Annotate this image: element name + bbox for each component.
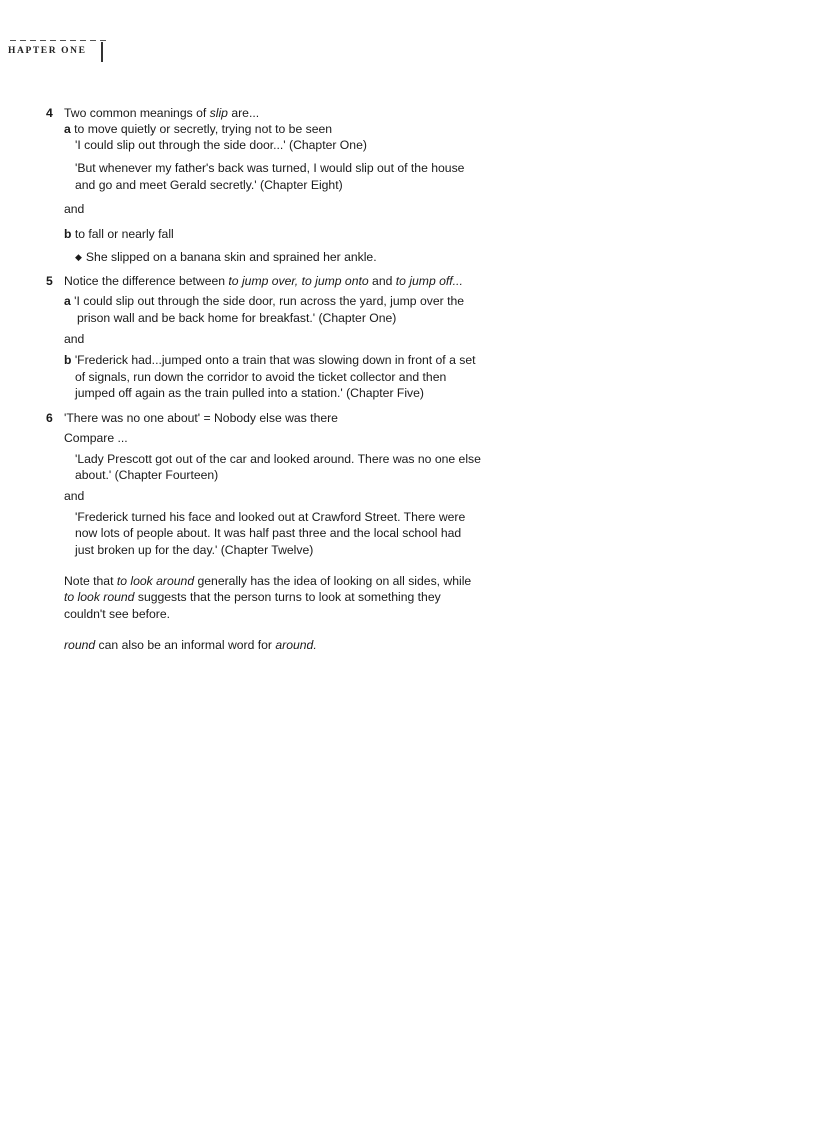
item-5-b-line-3: jumped off again as the train pulled into a station.' (Chapter Five) [75,386,424,400]
item-5-b-line-1: b 'Frederick had...jumped onto a train that was slowing down in front of a set [64,353,476,367]
item-number-6: 6 [46,411,53,425]
item-6-quote-1-line-2: about.' (Chapter Fourteen) [75,468,219,482]
item-5-a-line-1: a 'I could slip out through the side door, run across the yard, jump over the [64,294,465,308]
item-5-a-line-2: prison wall and be back home for breakfast.' (Chapter One) [77,311,397,325]
item-number-4: 4 [46,106,53,120]
header-bar [101,42,103,62]
item-4-meaning-a: a to move quietly or secretly, trying not to be seen [64,122,333,136]
item-4-meaning-b: b to fall or nearly fall [64,227,174,241]
item-4-quote-2-line-2: and go and meet Gerald secretly.' (Chapter Eight) [75,178,343,192]
item-6-compare: Compare ... [64,431,128,445]
item-6-quote-1-line-1: 'Lady Prescott got out of the car and looked around. There was no one else [75,452,481,466]
header-rule [10,40,108,41]
item-5-and: and [64,332,85,346]
item-6-quote-2-line-3: just broken up for the day.' (Chapter Twelve) [75,543,314,557]
item-6-quote-2-line-2: now lots of people about. It was half past three and the local school had [75,526,462,540]
item-5-intro: Notice the difference between to jump over, to jump onto and to jump off... [64,274,463,288]
diamond-bullet-icon: ◆ [75,252,82,262]
item-6-intro: 'There was no one about' = Nobody else was there [64,411,338,425]
item-number-5: 5 [46,274,53,288]
final-note: round can also be an informal word for around. [64,638,317,652]
item-4-quote-1: 'I could slip out through the side door...' (Chapter One) [75,138,367,152]
item-4-and: and [64,202,85,216]
running-head-text: HAPTER ONE [8,46,87,56]
note-line-2: to look round suggests that the person turns to look at something they [64,590,441,604]
note-line-1: Note that to look around generally has the idea of looking on all sides, while [64,574,472,588]
item-6-and: and [64,489,85,503]
item-5-b-line-2: of signals, run down the corridor to avoid the ticket collector and then [75,370,447,384]
item-6-quote-2-line-1: 'Frederick turned his face and looked out at Crawford Street. There were [75,510,466,524]
item-4-example: ◆ She slipped on a banana skin and sprained her ankle. [75,250,377,264]
running-header [6,34,146,68]
note-line-3: couldn't see before. [64,607,170,621]
item-4-intro: Two common meanings of slip are... [64,106,260,120]
item-4-quote-2-line-1: 'But whenever my father's back was turned, I would slip out of the house [75,161,465,175]
